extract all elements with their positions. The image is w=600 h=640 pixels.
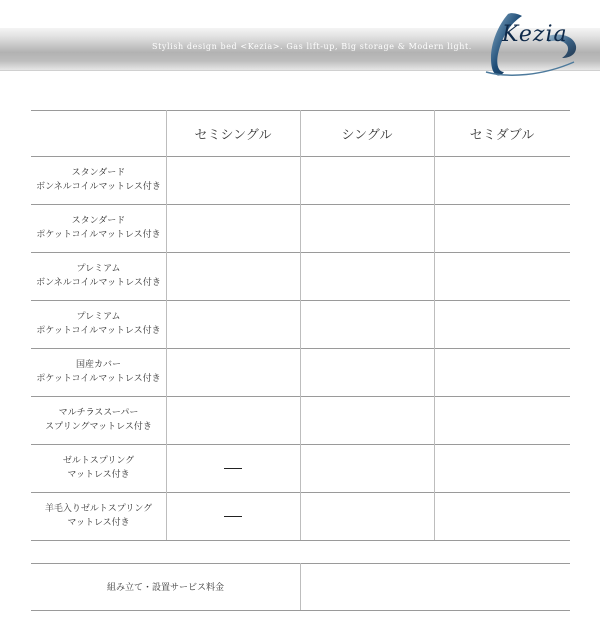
row-label [31, 348, 166, 396]
row-label-line2: マットレス付き [67, 470, 130, 480]
row-label-line2: スプリングマットレス付き [45, 422, 152, 432]
row-label-line1: プレミアム [76, 264, 121, 274]
row-label-line2: ポケットコイルマットレス付き [36, 326, 161, 336]
column-divider [300, 110, 301, 540]
row-label-line1: 羊毛入りゼルトスプリング [44, 504, 153, 514]
row-label [31, 156, 166, 204]
row-label [31, 396, 166, 444]
row-label-line1: マルチラススーパー [58, 408, 139, 418]
row-label-line1: 国産カバー [75, 360, 121, 370]
service-column-divider [300, 563, 301, 610]
column-divider [166, 110, 167, 540]
row-label-line2: ポケットコイルマットレス付き [36, 374, 161, 384]
row-label [31, 492, 166, 540]
row-label-line1: スタンダード [71, 168, 126, 178]
unavailable-dash [224, 516, 242, 517]
row-label-line1: スタンダード [71, 216, 126, 226]
unavailable-dash [224, 468, 242, 469]
row-label-line2: ポケットコイルマットレス付き [36, 230, 161, 240]
column-header-single: シングル [341, 127, 393, 143]
row-label-line2: ボンネルコイルマットレス付き [36, 278, 161, 288]
assembly-service-fee-label: 組み立て・設置サービス料金 [106, 583, 224, 593]
row-label [31, 300, 166, 348]
row-label-line1: ゼルトスプリング [62, 456, 135, 466]
row-label [31, 252, 166, 300]
header-tagline: Stylish design bed <Kezia>. Gas lift-up, Big storage & Modern light. [152, 42, 472, 51]
row-label-line2: ボンネルコイルマットレス付き [36, 182, 161, 192]
logo-wordmark: Kezia [502, 22, 568, 47]
column-header-semi-double: セミダブル [469, 127, 535, 143]
row-label [31, 204, 166, 252]
row-label-line1: プレミアム [76, 312, 121, 322]
row-divider [31, 540, 570, 541]
column-divider [434, 110, 435, 540]
column-header-semi-single: セミシングル [194, 127, 272, 143]
service-table-bottom-border [31, 610, 570, 611]
row-label-line2: マットレス付き [67, 518, 130, 528]
row-label [31, 444, 166, 492]
